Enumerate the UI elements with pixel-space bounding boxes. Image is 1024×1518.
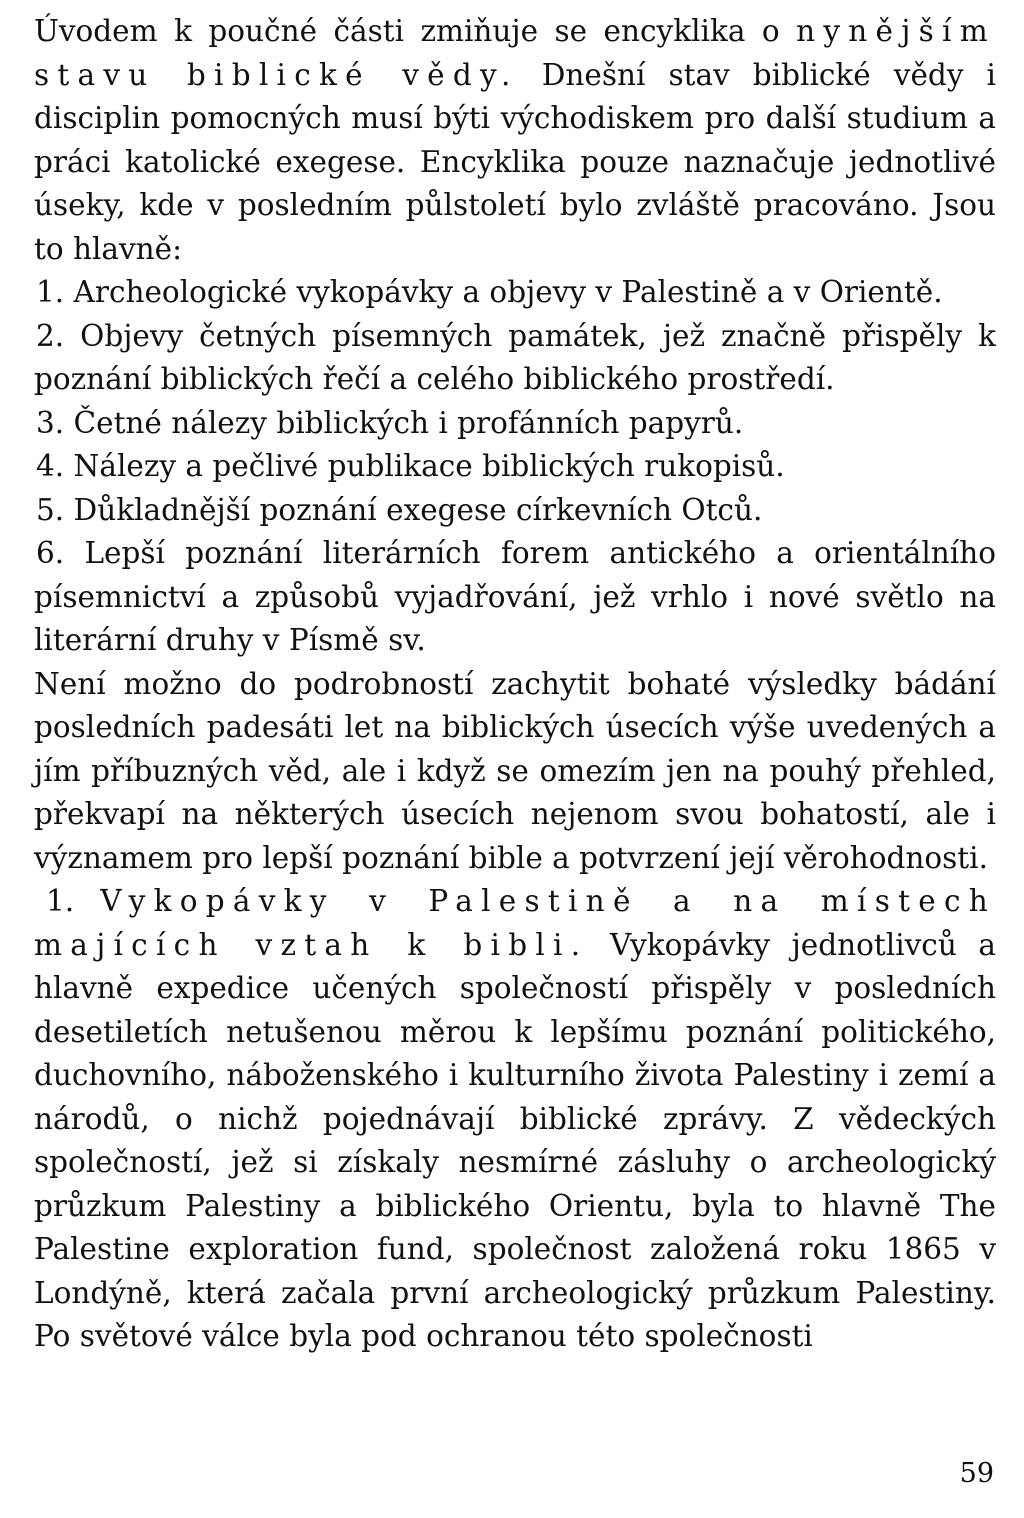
section-1-paragraph <box>34 880 996 1359</box>
list-item <box>34 402 996 446</box>
list-item-number: 1. <box>36 275 65 309</box>
list-item <box>34 271 996 315</box>
section-1-number: 1. <box>46 884 75 918</box>
intro-text-end: Dnešní stav biblické vědy i disciplin pomocných musí býti východiskem pro další studium a práci katolické exegese. Encyklika pouze naznačuje jednotlivé úseky, kde v posledním půlstoletí bylo zvláště pracováno. Jsou to hlavně: <box>34 57 996 266</box>
list-item <box>34 315 996 402</box>
intro-paragraph <box>34 10 996 271</box>
list-item-text: Lepší poznání literárních forem antického a orientálního písemnictví a způsobů vyjadřování, jež vrhlo i nové světlo na literární druhy v Písmě sv. <box>34 536 996 657</box>
list-item-number: 2. <box>36 318 65 353</box>
intro-text-start: Úvodem k poučné části zmiňuje se encyklika o <box>34 14 797 48</box>
list-item <box>34 489 996 533</box>
page-body <box>34 10 996 1359</box>
list-item <box>34 445 996 489</box>
list-item-text: Četné nálezy biblických i profánních papyrů. <box>73 405 744 440</box>
list-item-number: 4. <box>36 449 65 483</box>
list-item-text: Archeologické vykopávky a objevy v Palestině a v Orientě. <box>73 275 943 309</box>
summary-paragraph: Není možno do podrobností zachytit bohaté výsledky bádání posledních padesáti let na biblických úsecích výše uvedených a jím příbuzných věd, ale i když se omezím jen na pouhý přehled, překvapí na některých úsecích nejenom svou bohatostí, ale i významem pro lepší poznání bible a potvrzení její věrohodnosti. <box>34 666 996 875</box>
list-item-number: 5. <box>36 492 65 527</box>
page-number: 59 <box>959 1458 994 1489</box>
intro-emphasis: nynějším stavu biblické vědy. <box>34 14 996 92</box>
list-item-text: Nálezy a pečlivé publikace biblických rukopisů. <box>73 449 785 483</box>
list-item-text: Důkladnější poznání exegese církevních Otců. <box>73 492 763 527</box>
list-item-number: 3. <box>36 405 65 440</box>
list-item <box>34 532 996 663</box>
list-item-number: 6. <box>36 536 65 570</box>
list-item-text: Objevy četných písemných památek, jež značně přispěly k poznání biblických řečí a celého biblického prostředí. <box>34 318 996 396</box>
section-1-text: Vykopávky jednotlivců a hlavně expedice učených společností přispěly v posledních desetiletích netušenou měrou k lepšímu poznání politického, duchovního, náboženského i kulturního života Palestiny i zemí a národů, o nichž pojednávají biblické zprávy. Z vědeckých společností, jež si získaly nesmírné zásluhy o archeologický průzkum Palestiny a biblického Orientu, byla to hlavně The Palestine exploration fund, společnost založená roku 1865 v Londýně, která začala první archeologický průzkum Palestiny. Po světové válce byla pod ochranou této společnosti <box>34 927 996 1353</box>
section-1-heading: Vykopávky v Palestině a na místech majících vztah k bibli. <box>34 884 996 962</box>
topics-list <box>34 271 996 663</box>
